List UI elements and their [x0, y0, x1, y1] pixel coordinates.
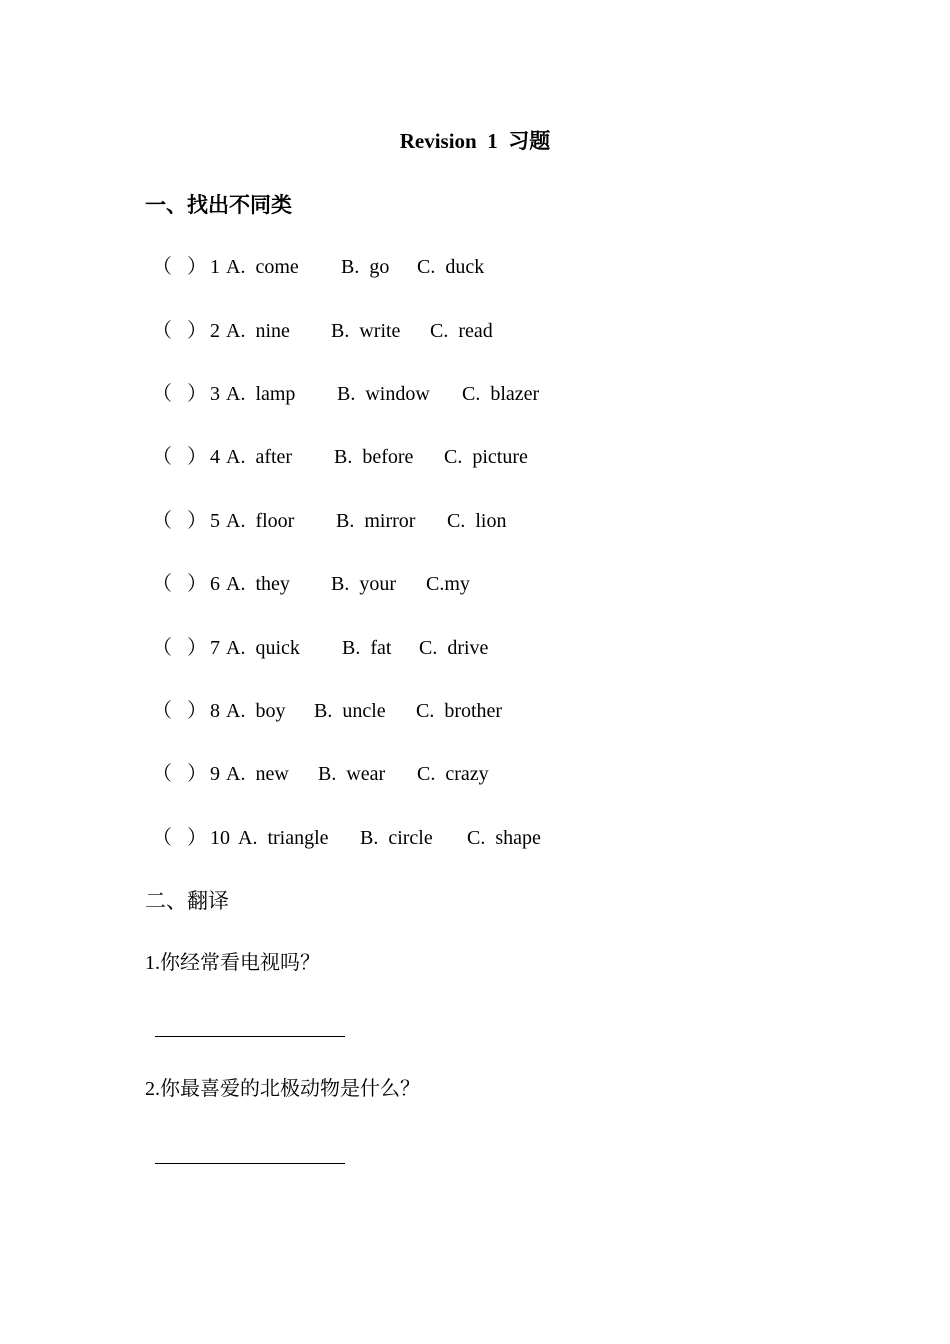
answer-bracket-open: （ — [152, 827, 172, 849]
answer-bracket-close: ） — [187, 510, 207, 532]
answer-bracket-open: （ — [152, 256, 172, 278]
question-row-4 — [152, 442, 528, 472]
answer-bracket-open: （ — [152, 510, 172, 532]
answer-bracket-close: ） — [187, 320, 207, 342]
question-number: 4 — [210, 446, 220, 468]
answer-bracket-close: ） — [187, 573, 207, 595]
question-row-1 — [152, 252, 485, 282]
option-c: C. brother — [416, 700, 503, 722]
answer-bracket-close: ） — [187, 827, 207, 849]
option-c: C. blazer — [462, 383, 540, 405]
option-c: C.my — [426, 573, 470, 595]
answer-bracket-close: ） — [187, 256, 207, 278]
question-row-2 — [152, 316, 493, 346]
option-b: B. fat — [342, 637, 392, 659]
section-2-heading: 二、翻译 — [145, 889, 229, 913]
option-a: A. quick — [226, 637, 300, 659]
answer-bracket-open: （ — [152, 763, 172, 785]
option-c: C. picture — [444, 446, 528, 468]
option-c: C. shape — [467, 827, 541, 849]
question-row-10 — [152, 823, 541, 853]
answer-bracket-close: ） — [187, 700, 207, 722]
option-b: B. uncle — [314, 700, 386, 722]
answer-line-2[interactable] — [155, 1163, 345, 1164]
question-number: 9 — [210, 763, 220, 785]
option-c: C. lion — [447, 510, 507, 532]
option-b: B. go — [341, 256, 390, 278]
option-b: B. write — [331, 320, 401, 342]
option-a: A. nine — [226, 320, 290, 342]
question-number: 7 — [210, 637, 220, 659]
question-row-5 — [152, 506, 507, 536]
answer-bracket-close: ） — [187, 383, 207, 405]
option-a: A. they — [226, 573, 290, 595]
question-row-9 — [152, 759, 489, 789]
option-a: A. new — [226, 763, 289, 785]
option-b: B. window — [337, 383, 430, 405]
answer-bracket-close: ） — [187, 446, 207, 468]
translation-question-2: 2.你最喜爱的北极动物是什么？ — [145, 1078, 420, 1100]
question-number: 10 — [210, 827, 230, 849]
option-b: B. mirror — [336, 510, 416, 532]
answer-bracket-open: （ — [152, 573, 172, 595]
option-a: A. boy — [226, 700, 286, 722]
question-number: 3 — [210, 383, 220, 405]
option-c: C. duck — [417, 256, 485, 278]
option-b: B. before — [334, 446, 414, 468]
option-a: A. come — [226, 256, 299, 278]
answer-bracket-close: ） — [187, 763, 207, 785]
option-b: B. circle — [360, 827, 433, 849]
question-number: 6 — [210, 573, 220, 595]
question-row-8 — [152, 696, 503, 726]
answer-bracket-open: （ — [152, 446, 172, 468]
option-a: A. triangle — [238, 827, 329, 849]
option-c: C. drive — [419, 637, 489, 659]
answer-bracket-open: （ — [152, 700, 172, 722]
question-number: 2 — [210, 320, 220, 342]
question-number: 5 — [210, 510, 220, 532]
answer-line-1[interactable] — [155, 1036, 345, 1037]
section-1-heading: 一、找出不同类 — [145, 193, 292, 217]
question-number: 1 — [210, 256, 220, 278]
option-c: C. read — [430, 320, 493, 342]
option-c: C. crazy — [417, 763, 489, 785]
question-number: 8 — [210, 700, 220, 722]
answer-bracket-close: ） — [187, 637, 207, 659]
option-a: A. floor — [226, 510, 295, 532]
question-row-7 — [152, 633, 489, 663]
answer-bracket-open: （ — [152, 637, 172, 659]
answer-bracket-open: （ — [152, 383, 172, 405]
answer-bracket-open: （ — [152, 320, 172, 342]
option-a: A. after — [226, 446, 293, 468]
question-row-3 — [152, 379, 540, 409]
page-title: Revision 1 习题 — [399, 129, 551, 153]
option-b: B. your — [331, 573, 396, 595]
translation-question-1: 1.你经常看电视吗？ — [145, 952, 320, 974]
question-row-6 — [152, 569, 470, 599]
option-a: A. lamp — [226, 383, 296, 405]
option-b: B. wear — [318, 763, 386, 785]
